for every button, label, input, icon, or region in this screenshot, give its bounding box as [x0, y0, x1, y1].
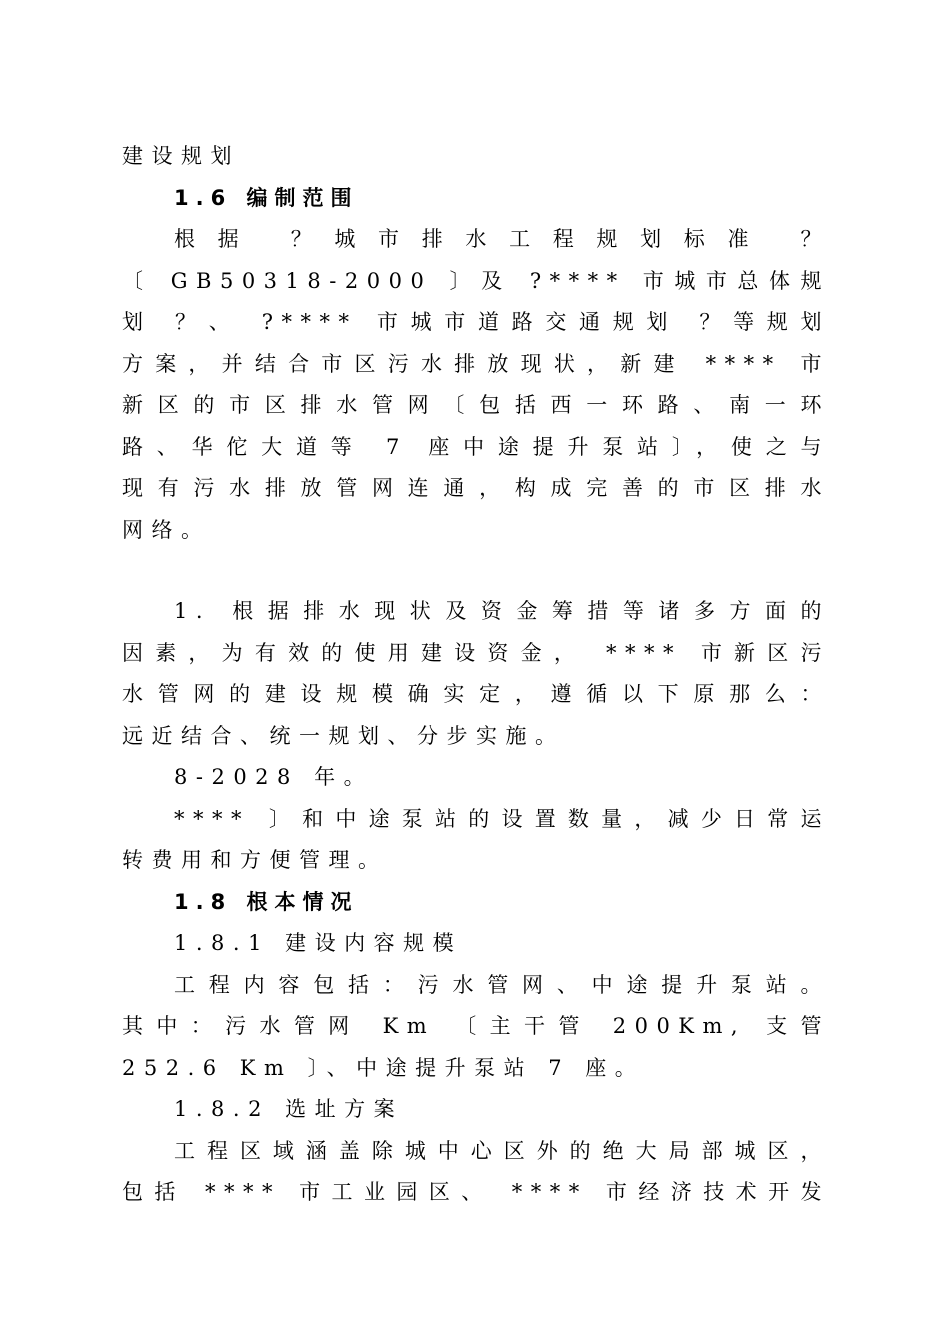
text-line: 网络。	[122, 517, 211, 542]
section-heading-1-8: 1.8 根本情况	[174, 889, 359, 914]
text-line: 水管网的建设规模确实定，遵循以下原那么：	[122, 682, 830, 706]
subsection-heading-1-8-2: 1.8.2 选址方案	[174, 1097, 404, 1121]
text-line: 包括 **** 市工业园区、 **** 市经济技术开发	[122, 1180, 830, 1204]
text-line: 建设规划	[122, 144, 240, 168]
text-line: 方案，并结合市区污水排放现状，新建 **** 市	[122, 351, 830, 376]
text-line: 转费用和方便管理。	[122, 848, 388, 872]
text-line: 划 ？、 ?**** 市城市道路交通规划 ？等规划	[122, 310, 830, 334]
text-line: 路、华佗大道等 7 座中途提升泵站〕，使之与	[122, 434, 830, 459]
text-line: 现有污水排放管网连通，构成完善的市区排水	[122, 476, 830, 500]
text-line: 工程区域涵盖除城中心区外的绝大局部城区，	[174, 1138, 830, 1163]
text-line: 252.6 Km 〕、中途提升泵站 7 座。	[122, 1055, 645, 1080]
text-line: 因素，为有效的使用建设资金， **** 市新区污	[122, 640, 830, 665]
text-line: 根据 ？城市排水工程规划标准 ？	[174, 227, 830, 251]
text-line: 其中：污水管网 Km 〔主干管 200Km, 支管	[122, 1014, 830, 1038]
paragraph-gap	[122, 551, 830, 591]
text-line: 远近结合、统一规划、分步实施。	[122, 723, 565, 748]
text-line: 8-2028 年。	[174, 765, 374, 789]
text-line: **** 〕和中途泵站的设置数量，减少日常运	[174, 806, 830, 831]
section-heading-1-6: 1.6 编制范围	[174, 185, 359, 210]
text-line: 工程内容包括：污水管网、中途提升泵站。	[174, 972, 830, 997]
text-line: 1. 根据排水现状及资金筹措等诸多方面的	[174, 599, 830, 623]
subsection-heading-1-8-1: 1.8.1 建设内容规模	[174, 931, 463, 955]
text-line: 〔 GB50318-2000 〕及 ?**** 市城市总体规	[122, 268, 830, 293]
document-page	[122, 136, 830, 1214]
text-line: 新区的市区排水管网〔包括西一环路、南一环	[122, 393, 830, 417]
